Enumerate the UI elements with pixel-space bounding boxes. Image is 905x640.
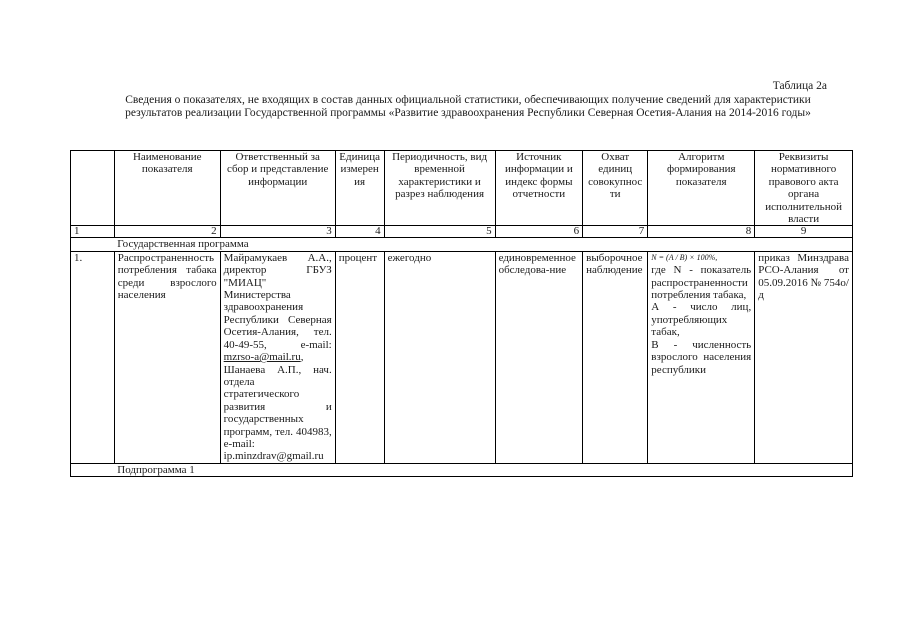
column-number: 5 [384, 226, 495, 238]
column-header: Охват единиц совокупности [583, 151, 648, 226]
periodicity-cell: ежегодно [384, 251, 495, 463]
column-header: Ответственный за сбор и представление информации [220, 151, 335, 226]
responsible-secondary: Шанаева А.П., нач. отдела стратегического развития и государственных программ, тел. 404983, e-mail: ip.minzdrav@gmail.ru [223, 363, 332, 463]
algorithm-line: А - число лиц, употребляющих табак, [651, 301, 752, 339]
section-row-program [71, 238, 853, 251]
algorithm-cell [648, 251, 755, 463]
indicator-name: Распространенность потребления табака среди взрослого населения [114, 251, 220, 463]
email-label: e-mail: [300, 338, 332, 351]
column-number: 9 [755, 226, 853, 238]
column-header: Источник информации и индекс формы отчетности [495, 151, 583, 226]
column-number: 1 [71, 226, 115, 238]
unit-cell: процент [335, 251, 384, 463]
algorithm-line: где N - показатель распространенности потребления табака, [651, 264, 752, 302]
column-number-row [71, 226, 853, 238]
coverage-cell: выборочное наблюдение [583, 251, 648, 463]
act-cell: приказ Минздрава РСО-Алания от 05.09.2016 № 754о/д [755, 251, 853, 463]
formula: N = (A / B) × 100%, [651, 252, 718, 262]
source-cell: единовременное обследова-ние [495, 251, 583, 463]
section-row-subprogram [71, 463, 853, 476]
email-suffix: , [300, 351, 304, 364]
column-header: Реквизиты нормативного правового акта органа исполнительной власти [755, 151, 853, 226]
column-header: Алгоритм формирования показателя [648, 151, 755, 226]
table-label: Таблица 2а [772, 80, 827, 92]
document-heading: Сведения о показателях, не входящих в состав данных официальной статистики, обеспечивающих получение сведений для характеристики результатов реализации Государственной программы «Развитие здравоохранения Республики Северная Осетия-Алания на 2014-2016 годы» [125, 94, 811, 119]
responsible-cell [220, 251, 335, 463]
column-number: 8 [648, 226, 755, 238]
column-number: 3 [220, 226, 335, 238]
section-title-program: Государственная программа [114, 238, 852, 251]
column-number: 6 [495, 226, 583, 238]
email-link[interactable]: mzrso-a@mail.ru [223, 351, 301, 364]
algorithm-line: В - численность взрослого населения республики [651, 338, 752, 376]
column-number: 4 [335, 226, 384, 238]
column-header: Единица измерения [335, 151, 384, 226]
table-header-row [71, 151, 853, 226]
column-number: 7 [583, 226, 648, 238]
column-number: 2 [114, 226, 220, 238]
responsible-primary: Майрамукаев А.А., директор ГБУЗ "МИАЦ" Министерства здравоохранения Республики Северная Осетия-Алания, тел. 40-49-55, [223, 251, 332, 351]
section-title-subprogram: Подпрограмма 1 [114, 463, 852, 476]
column-header: Наименование показателя [114, 151, 220, 226]
row-number: 1. [71, 251, 115, 463]
table-row [71, 251, 853, 463]
column-header [71, 151, 115, 226]
indicators-table [70, 150, 853, 477]
column-header: Периодичность, вид временной характеристики и разрез наблюдения [384, 151, 495, 226]
